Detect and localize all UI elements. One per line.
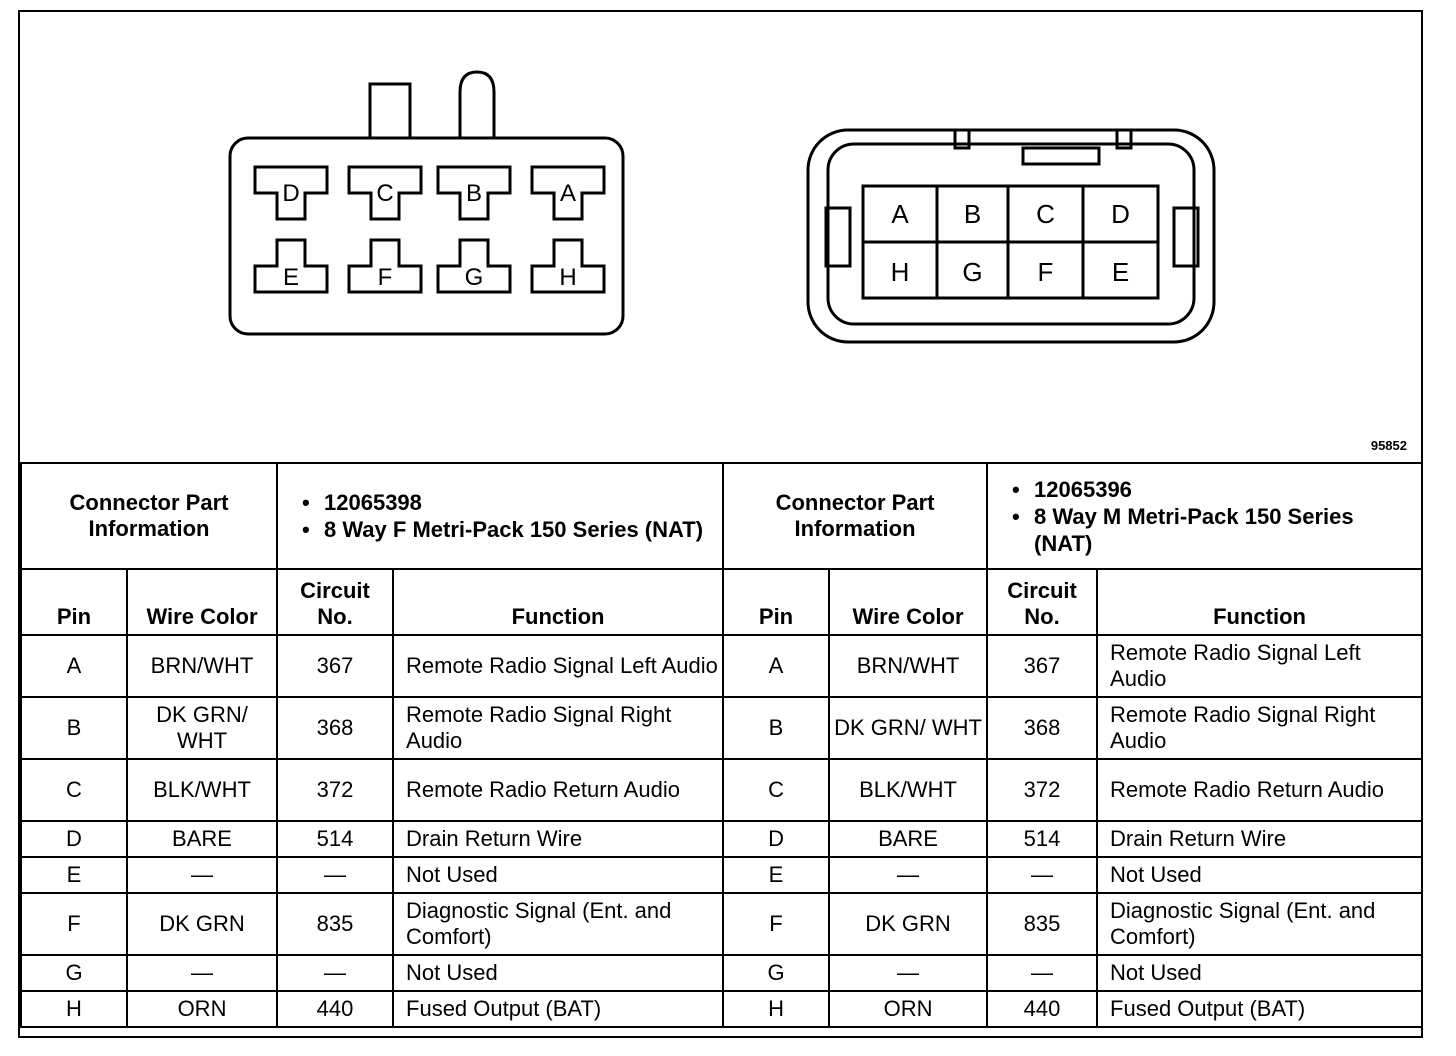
pin-letter: B <box>465 180 483 207</box>
pin-letter: F <box>377 264 393 291</box>
pin-cell: A <box>21 635 127 697</box>
circuit-cell: 367 <box>987 635 1097 697</box>
wire-color-cell: BRN/WHT <box>127 635 277 697</box>
function-cell: Remote Radio Return Audio <box>1097 759 1422 821</box>
circuit-cell: 835 <box>987 893 1097 955</box>
pin-cell: F <box>21 893 127 955</box>
pin-letter: C <box>1036 199 1055 229</box>
table-row <box>21 821 1422 857</box>
function-cell: Diagnostic Signal (Ent. and Comfort) <box>1097 893 1422 955</box>
circuit-cell: 440 <box>277 991 393 1027</box>
table-row <box>21 759 1422 821</box>
pin-letter: H <box>890 257 910 287</box>
circuit-cell: 514 <box>277 821 393 857</box>
pin-letter: A <box>891 199 909 229</box>
circuit-cell: 440 <box>987 991 1097 1027</box>
part-description: • 8 Way F Metri-Pack 150 Series (NAT) <box>300 516 718 543</box>
circuit-cell: — <box>277 955 393 991</box>
wire-color-cell: ORN <box>829 991 987 1027</box>
connector-diagram <box>20 12 1421 462</box>
function-cell: Not Used <box>393 955 723 991</box>
pin-letter: H <box>559 264 577 291</box>
function-cell: Not Used <box>1097 955 1422 991</box>
circuit-cell: — <box>277 857 393 893</box>
pin-letter: G <box>962 257 983 287</box>
wire-color-cell: — <box>829 857 987 893</box>
pin-cell: B <box>21 697 127 759</box>
part-description: • 8 Way M Metri-Pack 150 Series (NAT) <box>1010 503 1417 557</box>
header-circuit: Circuit No. <box>987 569 1097 635</box>
circuit-cell: 368 <box>987 697 1097 759</box>
connector-info-left <box>277 463 723 569</box>
table-row <box>21 857 1422 893</box>
pin-letter: D <box>282 180 300 207</box>
header-wire-color: Wire Color <box>127 569 277 635</box>
wire-color-cell: DK GRN <box>829 893 987 955</box>
pin-cell: E <box>723 857 829 893</box>
figure-id: 95852 <box>1370 438 1407 453</box>
part-number: • 12065398 <box>300 489 718 516</box>
connector-info-right <box>987 463 1422 569</box>
function-cell: Not Used <box>393 857 723 893</box>
header-circuit: Circuit No. <box>277 569 393 635</box>
wire-color-cell: — <box>829 955 987 991</box>
pin-cell: A <box>723 635 829 697</box>
circuit-cell: 368 <box>277 697 393 759</box>
pin-letter: F <box>1037 257 1054 287</box>
circuit-cell: 514 <box>987 821 1097 857</box>
pin-cell: E <box>21 857 127 893</box>
pin-letter: B <box>963 199 982 229</box>
pin-cell: D <box>723 821 829 857</box>
wire-color-cell: ORN <box>127 991 277 1027</box>
wire-color-cell: BARE <box>127 821 277 857</box>
pin-cell: B <box>723 697 829 759</box>
table-row <box>21 893 1422 955</box>
circuit-cell: 835 <box>277 893 393 955</box>
wire-color-cell: — <box>127 857 277 893</box>
connector-sheet <box>18 10 1423 1038</box>
pin-cell: G <box>723 955 829 991</box>
table-row <box>21 697 1422 759</box>
male-connector <box>808 130 1214 342</box>
function-cell: Remote Radio Return Audio <box>393 759 723 821</box>
pin-letter: D <box>1111 199 1130 229</box>
function-cell: Remote Radio Signal Right Audio <box>1097 697 1422 759</box>
function-cell: Not Used <box>1097 857 1422 893</box>
pin-cell: H <box>21 991 127 1027</box>
part-number: • 12065396 <box>1010 476 1417 503</box>
header-pin: Pin <box>723 569 829 635</box>
wire-color-cell: DK GRN <box>127 893 277 955</box>
female-cavities <box>255 167 604 292</box>
table-row <box>21 635 1422 697</box>
function-cell: Fused Output (BAT) <box>393 991 723 1027</box>
wire-color-cell: BLK/WHT <box>127 759 277 821</box>
pin-cell: C <box>723 759 829 821</box>
pin-cell: F <box>723 893 829 955</box>
pin-cell: C <box>21 759 127 821</box>
function-cell: Remote Radio Signal Left Audio <box>393 635 723 697</box>
function-cell: Remote Radio Signal Left Audio <box>1097 635 1422 697</box>
wire-color-cell: BARE <box>829 821 987 857</box>
circuit-cell: 372 <box>277 759 393 821</box>
wire-color-cell: DK GRN/ WHT <box>127 697 277 759</box>
function-cell: Remote Radio Signal Right Audio <box>393 697 723 759</box>
header-function: Function <box>1097 569 1422 635</box>
pin-letter: C <box>376 180 394 207</box>
circuit-cell: 367 <box>277 635 393 697</box>
pin-letter: A <box>559 180 577 207</box>
circuit-cell: — <box>987 857 1097 893</box>
header-wire-color: Wire Color <box>829 569 987 635</box>
table-row <box>21 991 1422 1027</box>
wire-color-cell: — <box>127 955 277 991</box>
connector-info-label: Connector Part Information <box>21 463 277 569</box>
function-cell: Fused Output (BAT) <box>1097 991 1422 1027</box>
function-cell: Diagnostic Signal (Ent. and Comfort) <box>393 893 723 955</box>
wire-color-cell: BLK/WHT <box>829 759 987 821</box>
pin-letter: G <box>464 264 484 291</box>
circuit-cell: 372 <box>987 759 1097 821</box>
pin-cell: H <box>723 991 829 1027</box>
table-row <box>21 955 1422 991</box>
header-function: Function <box>393 569 723 635</box>
function-cell: Drain Return Wire <box>393 821 723 857</box>
pinout-table <box>20 462 1423 1028</box>
function-cell: Drain Return Wire <box>1097 821 1422 857</box>
wire-color-cell: BRN/WHT <box>829 635 987 697</box>
wire-color-cell: DK GRN/ WHT <box>829 697 987 759</box>
circuit-cell: — <box>987 955 1097 991</box>
pin-letter: E <box>282 264 300 291</box>
pin-letter: E <box>1111 257 1130 287</box>
pin-cell: G <box>21 955 127 991</box>
header-pin: Pin <box>21 569 127 635</box>
connector-info-label: Connector Part Information <box>723 463 987 569</box>
pin-cell: D <box>21 821 127 857</box>
